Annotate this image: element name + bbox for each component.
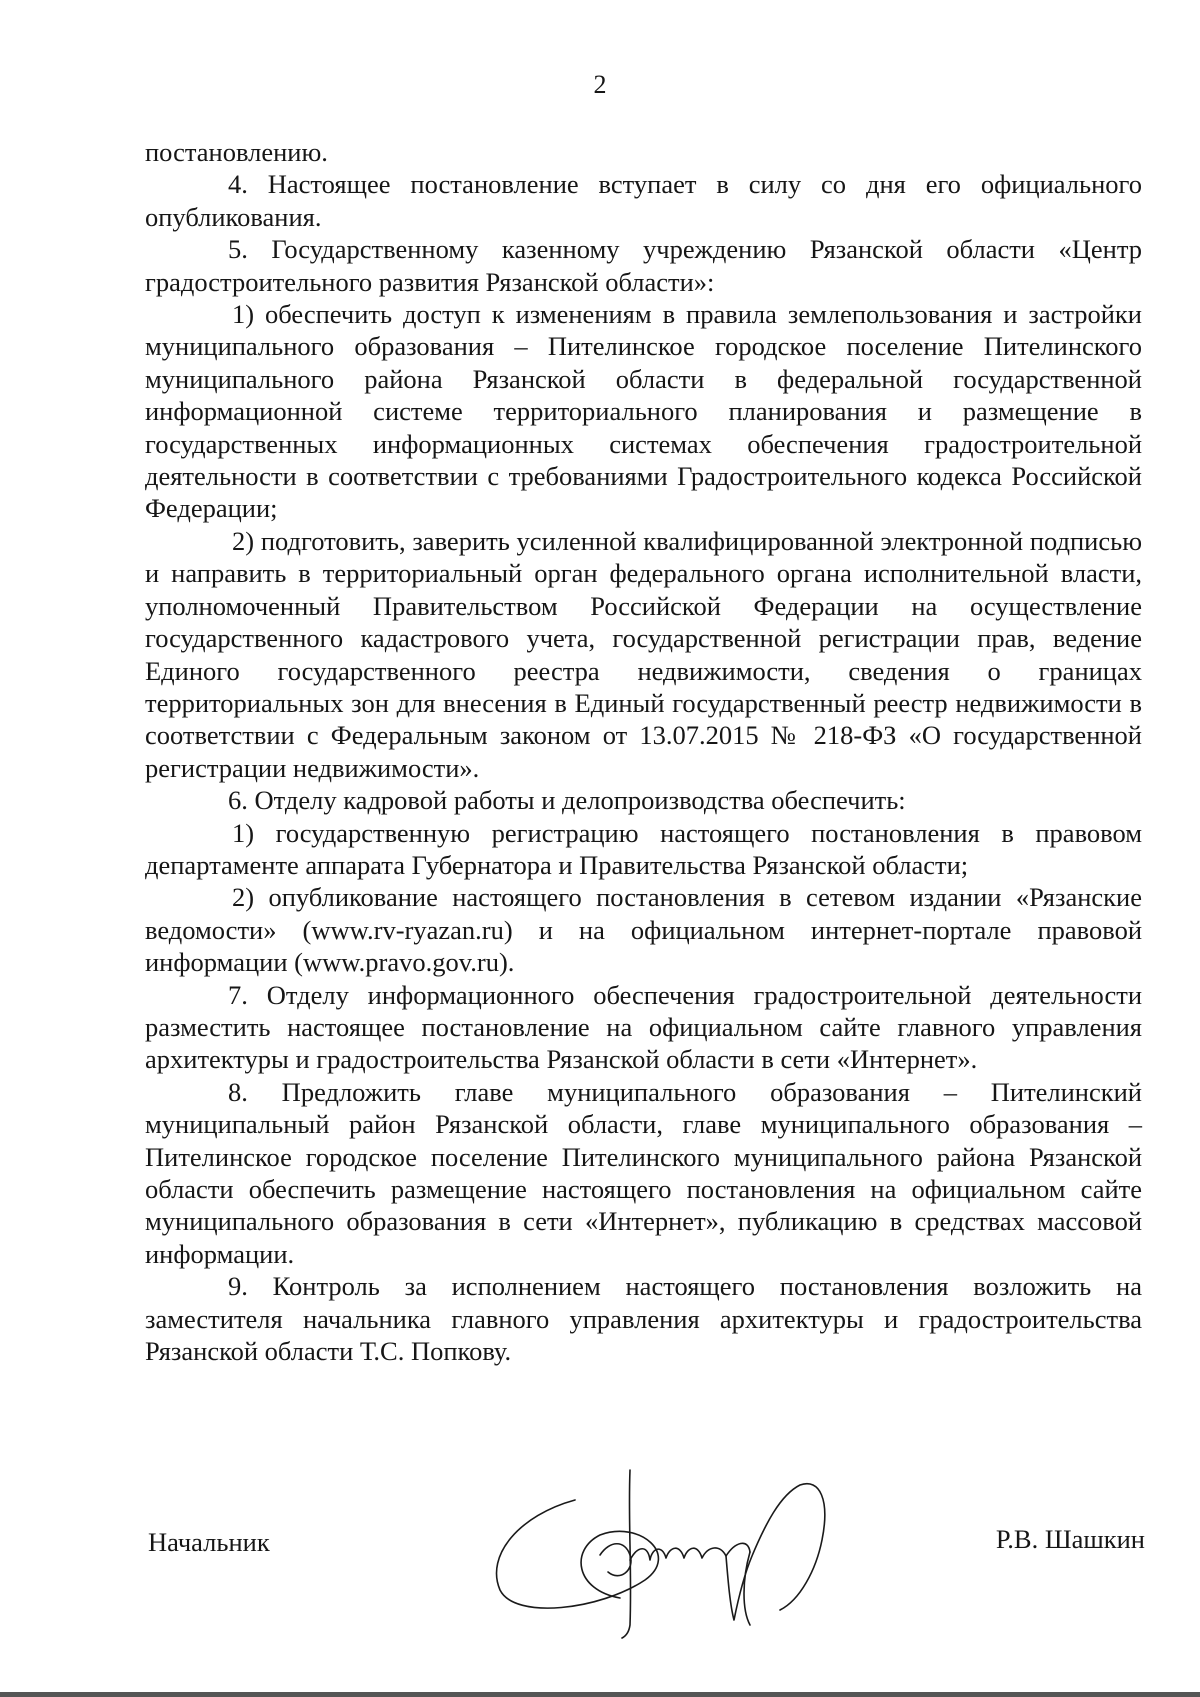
paragraph-item-5-2: 2) подготовить, заверить усиленной квалифицированной электронной подписью и направить в территориальный орган федерального органа исполнительной власти, уполномоченный Правительством Российской Федерации на осуществление государственного кадастрового учета, государственной регистрации прав, ведение Единого государственного реестра недвижимости, сведения о границах территориальных зон для внесения в Единый государственный реестр недвижимости в соответствии с Федеральным законом от 13.07.2015 № 218-ФЗ «О государственной регистрации недвижимости». xyxy=(145,525,1142,783)
document-body xyxy=(145,136,1142,1367)
paragraph-item-6: 6. Отделу кадровой работы и делопроизводства обеспечить: xyxy=(228,785,906,816)
paragraph-item-5: 5. Государственному казенному учреждению Рязанской области «Центр градостроительного развития Рязанской области»: xyxy=(145,234,1142,297)
paragraph-item-8: 8. Предложить главе муниципального образования – Пителинский муниципальный район Рязанской области, главе муниципального образования – Пителинское городское поселение Пителинского муниципального района Рязанской области обеспечить размещение настоящего постановления на официальном сайте муниципального образования в сети «Интернет», публикацию в средствах массовой информации. xyxy=(145,1076,1142,1269)
paragraph-item-6-2: 2) опубликование настоящего постановления в сетевом издании «Рязанские ведомости» (www.rv-ryazan.ru) и на официальном интернет-портале правовой информации (www.pravo.gov.ru). xyxy=(145,882,1142,978)
handwritten-signature xyxy=(480,1460,840,1640)
paragraph-item-7: 7. Отделу информационного обеспечения градостроительной деятельности разместить настоящее постановление на официальном сайте главного управления архитектуры и градостроительства Рязанской области в сети «Интернет». xyxy=(145,979,1142,1075)
paragraph-item-5-1: 1) обеспечить доступ к изменениям в правила землепользования и застройки муниципального образования – Пителинское городское поселение Пителинского муниципального района Рязанской области в федеральной государственной информационной системе территориального планирования и размещение в государственных информационных системах обеспечения градостроительной деятельности в соответствии с требованиями Градостроительного кодекса Российской Федерации; xyxy=(145,299,1142,524)
paragraph-item-9: 9. Контроль за исполнением настоящего постановления возложить на заместителя начальника главного управления архитектуры и градостроительства Рязанской области Т.С. Попкову. xyxy=(145,1271,1142,1367)
paragraph-item-6-1: 1) государственную регистрацию настоящего постановления в правовом департаменте аппарата Губернатора и Правительства Рязанской области; xyxy=(145,817,1142,880)
signatory-name: Р.В. Шашкин xyxy=(995,1524,1145,1554)
signatory-title: Начальник xyxy=(148,1527,270,1557)
scan-bottom-edge xyxy=(0,1692,1200,1697)
paragraph-item-4: 4. Настоящее постановление вступает в силу со дня его официального опубликования. xyxy=(145,169,1142,232)
page-number: 2 xyxy=(593,70,607,99)
paragraph-continuation: постановлению. xyxy=(145,137,328,167)
